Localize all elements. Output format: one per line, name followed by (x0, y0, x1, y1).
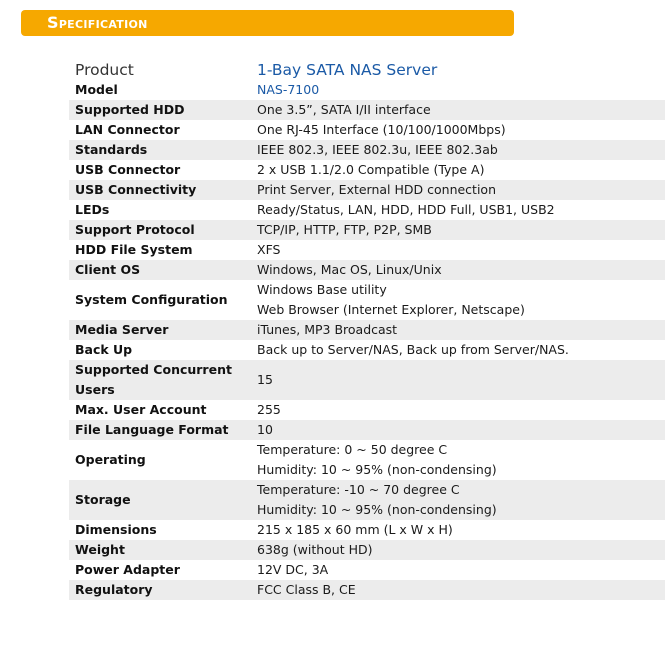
spec-value (251, 480, 665, 520)
spec-value-line: XFS (257, 242, 281, 257)
spec-value-line: Temperature: 0 ~ 50 degree C (257, 442, 448, 457)
spec-value-line: One 3.5”, SATA I/II interface (257, 102, 431, 117)
product-header-label: Product (75, 61, 134, 79)
spec-row (69, 480, 665, 520)
spec-label: LEDs (75, 202, 110, 217)
spec-value (251, 420, 665, 440)
spec-label: USB Connectivity (69, 180, 251, 200)
spec-value-line: NAS-7100 (257, 82, 320, 97)
product-header-row (69, 60, 665, 80)
spec-row (69, 140, 665, 160)
spec-value-line: Humidity: 10 ~ 95% (non-condensing) (257, 502, 497, 517)
spec-label (69, 360, 251, 400)
spec-value-line: 15 (257, 372, 273, 387)
product-header-value: 1-Bay SATA NAS Server (257, 61, 438, 79)
spec-value-line: Windows Base utility (257, 282, 387, 297)
spec-value-line: 10 (257, 422, 273, 437)
spec-label: Regulatory (69, 580, 251, 600)
section-title: Specification (47, 13, 148, 32)
spec-label: Standards (69, 140, 251, 160)
spec-label: Power Adapter (75, 562, 180, 577)
spec-label: USB Connector (75, 162, 181, 177)
spec-value (251, 180, 665, 200)
spec-value-line: iTunes, MP3 Broadcast (257, 322, 398, 337)
spec-row (69, 100, 665, 120)
spec-row (69, 80, 665, 100)
spec-value (251, 160, 665, 180)
spec-label: Dimensions (75, 522, 157, 537)
spec-label: Client OS (69, 260, 251, 280)
spec-row (69, 200, 665, 220)
spec-value-line: Web Browser (Internet Explorer, Netscape) (257, 302, 525, 317)
spec-value (251, 520, 665, 540)
spec-label: Back Up (75, 342, 133, 357)
spec-row (69, 580, 665, 600)
spec-label-line: Users (75, 382, 115, 397)
spec-value (251, 80, 665, 100)
spec-row (69, 520, 665, 540)
spec-value (251, 260, 665, 280)
spec-label: System Configuration (75, 292, 228, 307)
spec-value (251, 540, 665, 560)
spec-table (69, 60, 665, 600)
spec-label: Model (75, 82, 118, 97)
spec-label: Media Server (69, 320, 251, 340)
spec-row (69, 240, 665, 260)
spec-value-line: Ready/Status, LAN, HDD, HDD Full, USB1, USB2 (257, 202, 555, 217)
spec-value (251, 140, 665, 160)
spec-value-line: 255 (257, 402, 281, 417)
spec-value (251, 240, 665, 260)
spec-value-line: FCC Class B, CE (257, 582, 356, 597)
spec-row (69, 420, 665, 440)
spec-value (251, 320, 665, 340)
spec-label: File Language Format (69, 420, 251, 440)
spec-label: Weight (69, 540, 251, 560)
spec-value-line: 215 x 185 x 60 mm (L x W x H) (257, 522, 453, 537)
spec-label: Operating (75, 452, 146, 467)
spec-row (69, 280, 665, 320)
spec-value (251, 560, 665, 580)
spec-row (69, 560, 665, 580)
spec-value (251, 120, 665, 140)
spec-label: Storage (69, 480, 251, 520)
spec-value-line: Print Server, External HDD connection (257, 182, 496, 197)
spec-value (251, 100, 665, 120)
spec-value (251, 220, 665, 240)
spec-label: Max. User Account (75, 402, 207, 417)
spec-label: LAN Connector (75, 122, 180, 137)
spec-value (251, 400, 665, 420)
spec-value-line: TCP/IP, HTTP, FTP, P2P, SMB (257, 222, 432, 237)
spec-row (69, 160, 665, 180)
spec-value-line: 12V DC, 3A (257, 562, 329, 577)
spec-value-line: IEEE 802.3, IEEE 802.3u, IEEE 802.3ab (257, 142, 498, 157)
spec-label: HDD File System (75, 242, 193, 257)
spec-row (69, 540, 665, 560)
spec-value (251, 280, 665, 320)
spec-value-line: One RJ-45 Interface (10/100/1000Mbps) (257, 122, 506, 137)
spec-row (69, 440, 665, 480)
spec-row (69, 180, 665, 200)
spec-value-line: Humidity: 10 ~ 95% (non-condensing) (257, 462, 497, 477)
spec-value (251, 360, 665, 400)
spec-value-line: Back up to Server/NAS, Back up from Server/NAS. (257, 342, 569, 357)
spec-value (251, 200, 665, 220)
spec-value-line: Windows, Mac OS, Linux/Unix (257, 262, 442, 277)
spec-row (69, 400, 665, 420)
spec-row (69, 260, 665, 280)
spec-value (251, 440, 665, 480)
spec-label: Supported HDD (69, 100, 251, 120)
spec-label: Support Protocol (69, 220, 251, 240)
spec-value-line: Temperature: -10 ~ 70 degree C (257, 482, 460, 497)
spec-value-line: 2 x USB 1.1/2.0 Compatible (Type A) (257, 162, 485, 177)
spec-row (69, 220, 665, 240)
spec-value (251, 580, 665, 600)
spec-row (69, 360, 665, 400)
spec-row (69, 120, 665, 140)
spec-label-line: Supported Concurrent (75, 362, 232, 377)
spec-value-line: 638g (without HD) (257, 542, 373, 557)
spec-row (69, 340, 665, 360)
spec-value (251, 340, 665, 360)
spec-row (69, 320, 665, 340)
section-banner (21, 10, 514, 36)
